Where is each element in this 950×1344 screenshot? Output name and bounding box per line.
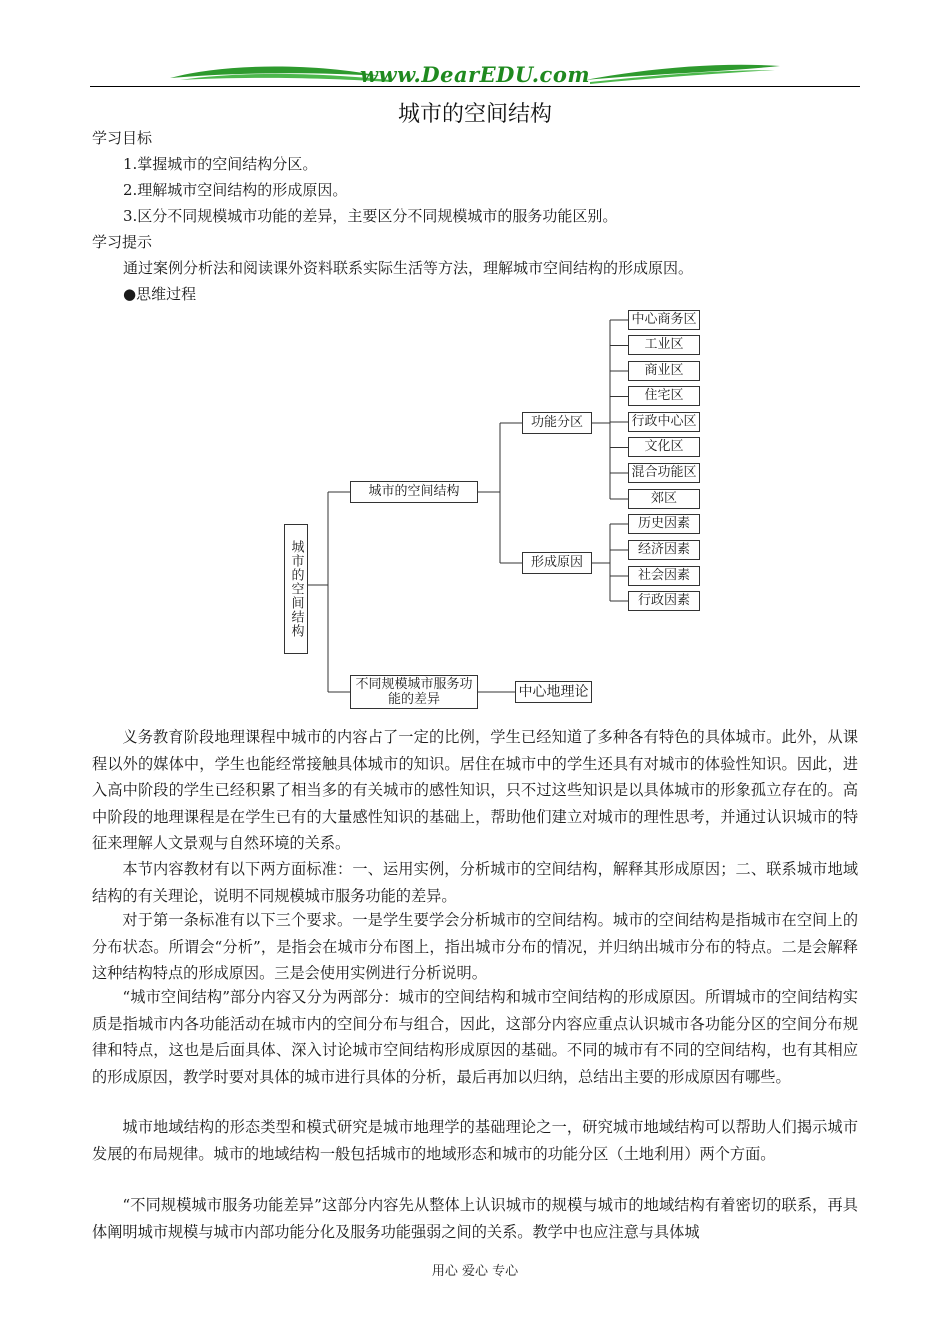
thinking-label: ●思维过程 <box>123 285 197 303</box>
site-logo[interactable]: www.DearEDU.com <box>359 62 591 87</box>
diagram-leaf: 郊区 <box>628 489 700 509</box>
body-paragraph: 对于第一条标准有以下三个要求。一是学生要学会分析城市的空间结构。城市的空间结构是指城市在空间上的分布状态。所谓会“分析”，是指会在城市分布图上，指出城市分布的情况，并归纳出城市分布的特点。二是会解释这种结构特点的形成原因。三是会使用实例进行分析说明。 <box>92 911 858 982</box>
mind-map-diagram <box>270 308 720 718</box>
diagram-leaf: 中心商务区 <box>628 310 700 330</box>
diagram-leaf: 商业区 <box>628 361 700 381</box>
objectives-heading: 学习目标 <box>92 129 153 147</box>
objective-item: 2.理解城市空间结构的形成原因。 <box>123 181 348 199</box>
diagram-leaf: 行政因素 <box>628 591 700 611</box>
page-footer: 用心 爱心 专心 <box>431 1264 519 1279</box>
body-paragraph: “不同规模城市服务功能差异”这部分内容先从整体上认识城市的规模与城市的地域结构有着密切的联系，再具体阐明城市规模与城市内部功能分化及服务功能强弱之间的关系。教学中也应注意与具体城 <box>92 1196 858 1241</box>
header-divider <box>90 86 860 87</box>
diagram-leaf: 工业区 <box>628 335 700 355</box>
diagram-root: 城市的空间结构 <box>284 524 308 654</box>
diagram-leaf: 混合功能区 <box>628 463 700 483</box>
objective-item: 3.区分不同规模城市功能的差异，主要区分不同规模城市的服务功能区别。 <box>123 207 618 225</box>
body-paragraph: “城市空间结构”部分内容又分为两部分：城市的空间结构和城市空间结构的形成原因。所谓城市的空间结构实质是指城市内各功能活动在城市内的空间分布与组合，因此，这部分内容应重点认识城市各功能分区的空间分布规律和特点，这也是后面具体、深入讨论城市空间结构形成原因的基础。不同的城市有不同的空间结构，也有其相应的形成原因，教学时要对具体的城市进行具体的分析，最后再加以归纳，总结出主要的形成原因有哪些。 <box>92 988 858 1086</box>
diagram-branch-service: 不同规模城市服务功能的差异 <box>350 675 478 709</box>
diagram-leaf: 经济因素 <box>628 540 700 560</box>
body-paragraph: 义务教育阶段地理课程中城市的内容占了一定的比例，学生已经知道了多种各有特色的具体城市。此外，从课程以外的媒体中，学生也能经常接触具体城市的知识。居住在城市中的学生还具有对城市的体验性知识。因此，进入高中阶段的学生已经积累了相当多的有关城市的感性知识，只不过这些知识是以具体城市的形象孤立存在的。高中阶段的地理课程是在学生已有的大量感性知识的基础上，帮助他们建立对城市的理性思考，并通过认识城市的特征来理解人文景观与自然环境的关系。 <box>92 728 858 852</box>
hint-heading: 学习提示 <box>92 233 153 251</box>
body-paragraph: 本节内容教材有以下两方面标准：一、运用实例，分析城市的空间结构，解释其形成原因；二、联系城市地域结构的有关理论，说明不同规模城市服务功能的差异。 <box>92 860 858 905</box>
diagram-leaf: 历史因素 <box>628 514 700 534</box>
diagram-leaf: 住宅区 <box>628 386 700 406</box>
diagram-node-function: 功能分区 <box>522 412 592 434</box>
diagram-leaf: 行政中心区 <box>628 412 700 432</box>
objective-item: 1.掌握城市的空间结构分区。 <box>123 155 318 173</box>
diagram-node-cause: 形成原因 <box>522 552 592 574</box>
hint-text: 通过案例分析法和阅读课外资料联系实际生活等方法，理解城市空间结构的形成原因。 <box>123 259 694 277</box>
header-banner <box>90 56 860 90</box>
diagram-node-theory: 中心地理论 <box>515 681 592 703</box>
diagram-leaf: 文化区 <box>628 437 700 457</box>
body-paragraph: 城市地域结构的形态类型和模式研究是城市地理学的基础理论之一，研究城市地域结构可以帮助人们揭示城市发展的布局规律。城市的地域结构一般包括城市的地域形态和城市的功能分区（土地利用）两个方面。 <box>92 1118 858 1163</box>
diagram-leaf: 社会因素 <box>628 566 700 586</box>
diagram-branch-structure: 城市的空间结构 <box>350 481 478 503</box>
page-title: 城市的空间结构 <box>397 102 552 127</box>
